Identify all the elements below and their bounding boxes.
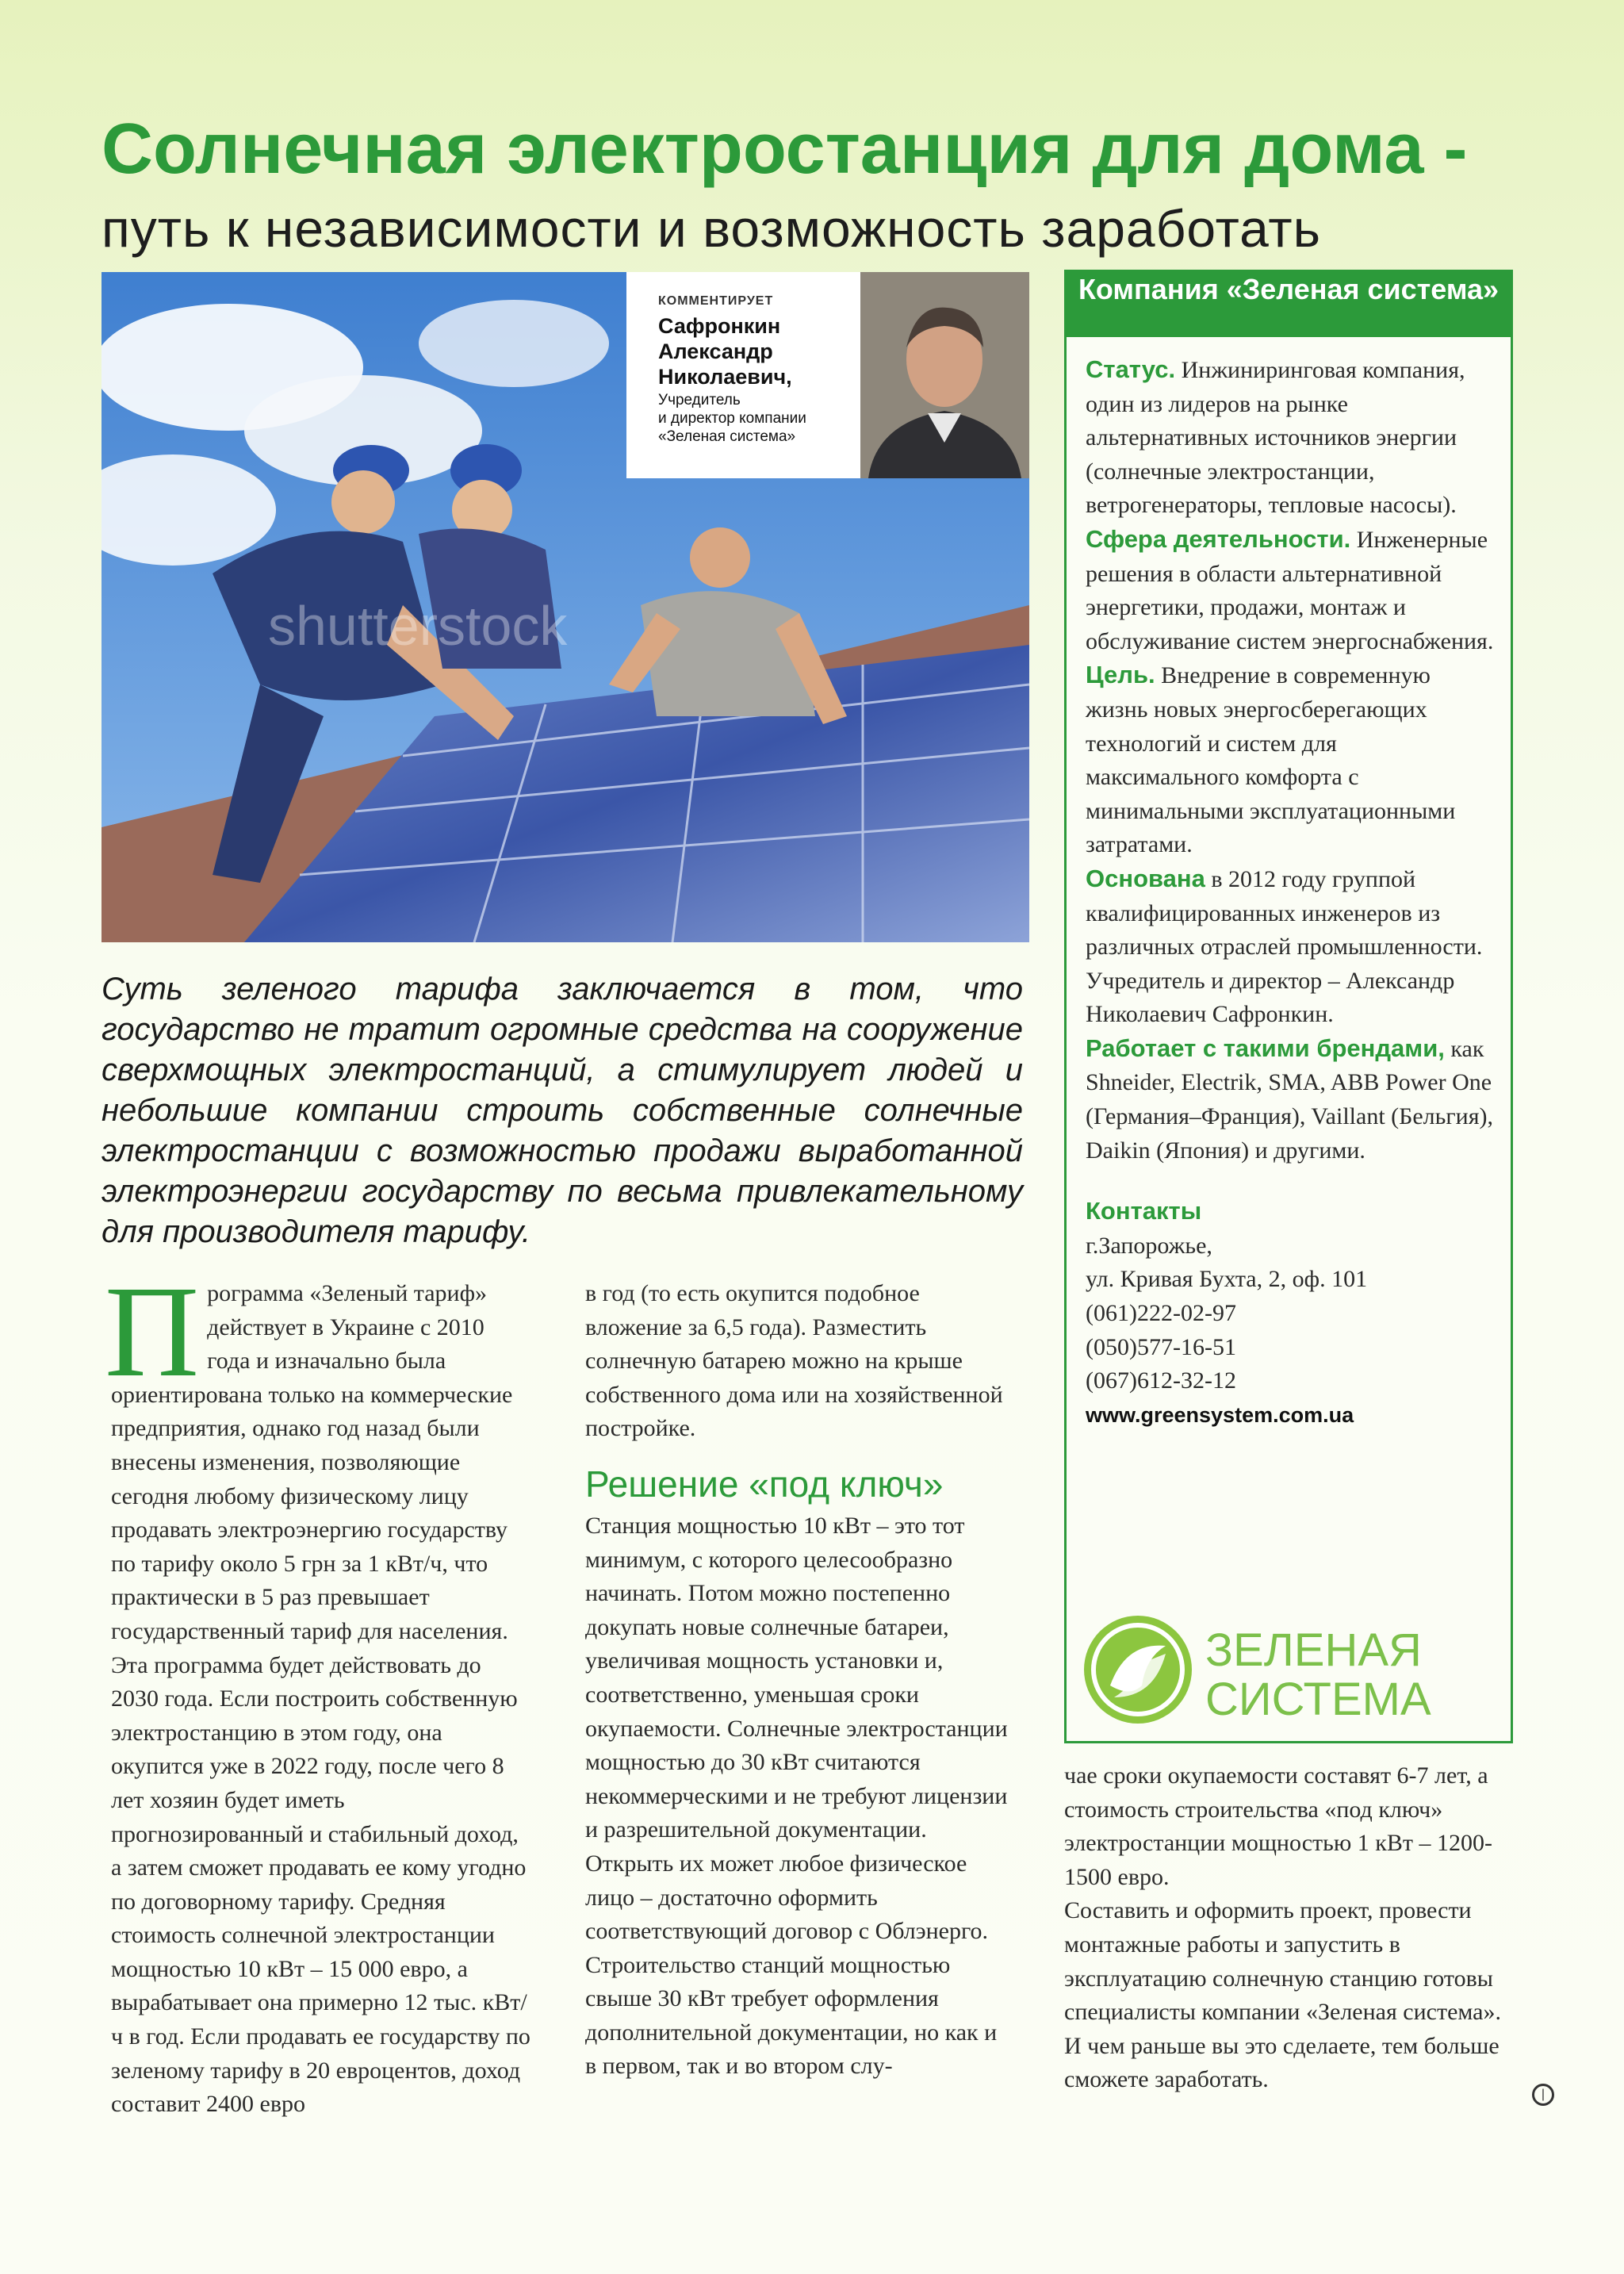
sidebar-sphere <box>1086 523 1494 658</box>
company-sidebar <box>1064 270 1513 1743</box>
contact-phone: (050)577-16-51 <box>1086 1333 1236 1360</box>
role-line: Учредитель <box>658 392 741 408</box>
commentator-name <box>658 313 792 389</box>
name-line: Александр <box>658 339 773 363</box>
contact-city: г.Запорожье, <box>1086 1232 1212 1259</box>
sidebar-brands <box>1086 1032 1494 1168</box>
contacts-heading <box>1086 1195 1494 1229</box>
sphere-text: Инженерные решения в области альтернативной энергетики, продажи, монтаж и обслуживание систем энергоснабжения. <box>1086 526 1494 654</box>
sidebar-heading: Компания «Зеленая система» <box>1067 272 1511 337</box>
article-paragraph: рограмма «Зеленый тариф» действует в Украине с 2010 года и изначально была ориентирована только на коммерческие предприятия, однако год назад были внесены изменения, позволяющие сегодня любому физическому лицу продавать электроэнергию государству по тарифу около 5 грн за 1 кВт/ч, что практически в 5 раз превышает государственный тариф для населения. Эта программа будет действовать до 2030 года. Если построить собственную электростанцию в этом году, она окупится уже в 2022 году, после чего 8 лет хозяин будет иметь прогнозированный и стабильный доход, а затем сможет продавать ее кому угодно по договорному тарифу. Средняя стоимость солнечной электростанции мощностью 10 кВт – 15 000 евро, а вырабатывает она примерно 12 тыс. кВт/ч в год. Если продавать ее государству по зеленому тарифу в 20 евроцентов, доход составит 2400 евро <box>111 1280 530 2118</box>
page-title: Солнечная электростанция для дома - <box>102 109 1468 189</box>
article-column-1 <box>105 1259 531 2122</box>
status-text: Инжиниринговая компания, один из лидеров на рынке альтернативных источников энергии (солнечные электростанции, ветрогенераторы, тепловые насосы). <box>1086 357 1465 519</box>
logo-text-line2: СИСТЕМА <box>1205 1674 1431 1725</box>
article-paragraph: чае сроки окупаемости составят 6-7 лет, а стоимость строительства «под ключ» электростанции мощностью 1 кВт – 1200-1500 евро. <box>1064 1762 1492 1890</box>
drop-cap: П <box>105 1259 200 1404</box>
role-line: и директор компании <box>658 410 806 427</box>
name-line: Сафронкин <box>658 314 781 338</box>
article-paragraph: Составить и оформить проект, провести монтажные работы и запустить в эксплуатацию солнечную станцию готовы специалисты компании «Зеленая система». И чем раньше вы это сделаете, тем больше сможете заработать. <box>1064 1897 1501 2093</box>
sidebar-founded <box>1086 862 1494 1032</box>
sidebar-goal <box>1086 658 1494 862</box>
commentator-caption <box>626 272 860 478</box>
brands-text: как Shneider, Electrik, SMA, ABB Power One (Германия–Франция), Vaillant (Бельгия), Daikin (Япония) и другими. <box>1086 1035 1493 1164</box>
status-label: Статус. <box>1086 355 1176 383</box>
founded-label: Основана <box>1086 864 1205 892</box>
goal-label: Цель. <box>1086 661 1155 689</box>
commentator-portrait <box>860 272 1029 478</box>
contacts-heading-text: Контакты <box>1086 1197 1202 1225</box>
contact-address: ул. Кривая Бухта, 2, оф. 101 <box>1086 1266 1368 1293</box>
article-column-3 <box>1064 1759 1512 2097</box>
role-line: «Зеленая система» <box>658 428 796 445</box>
article-paragraph: в год (то есть окупится подобное вложение за 6,5 года). Разместить солнечную батарею можно на крыше собственного дома или на хозяйственной постройке. <box>585 1280 1003 1442</box>
brands-label: Работает с такими брендами, <box>1086 1033 1445 1062</box>
sidebar-status <box>1086 353 1494 523</box>
logo-text-line1: ЗЕЛЕНАЯ <box>1205 1624 1422 1676</box>
contact-phone: (061)222-02-97 <box>1086 1300 1236 1327</box>
contact-phone: (067)612-32-12 <box>1086 1367 1236 1394</box>
article-paragraph: Станция мощностью 10 кВт – это тот минимум, с которого целесообразно начинать. Потом можно постепенно докупать новые солнечные батареи, увеличивая мощность установки и, соответственно, уменьшая сроки окупаемости. Солнечные электростанции мощностью до 30 кВт считаются некоммерческими и не требуют лицензии и разрешительной документации. Открыть их может любое физическое лицо – достаточно оформить соответствующий договор с Облэнерго. Строительство станций мощностью свыше 30 кВт требует оформления дополнительной документации, но как и в первом, так и во втором слу- <box>585 1512 1008 2080</box>
website-link[interactable]: www.greensystem.com.ua <box>1086 1402 1354 1427</box>
name-line: Николаевич, <box>658 365 792 389</box>
caption-label: КОММЕНТИРУЕТ <box>658 294 774 308</box>
article-column-2 <box>585 1277 1013 2084</box>
goal-text: Внедрение в современную жизнь новых энергосберегающих технологий и систем для максимального комфорта с минимальными эксплуатационными затратами. <box>1086 662 1456 858</box>
founded-text: в 2012 году группой квалифицированных инженеров из различных отраслей промышленности. Учредитель и директор – Александр Николаевич Сафронкин. <box>1086 865 1483 1028</box>
page-marker-icon: | <box>1532 2084 1554 2106</box>
sphere-label: Сфера деятельности. <box>1086 524 1351 553</box>
watermark-text: shutterstock <box>268 595 568 657</box>
lead-paragraph: Суть зеленого тарифа заключается в том, что государство не тратит огромные средства на сооружение сверхмощных электростанций, а стимулирует людей и небольшие компании строить собственные солнечные электростанции с возможностью продажи выработанной электроэнергии государству по весьма привлекательному для производителя тарифу. <box>102 972 1023 1249</box>
page-subtitle: путь к независимости и возможность заработать <box>102 199 1322 258</box>
section-subheading: Решение «под ключ» <box>585 1463 944 1505</box>
company-logo <box>1078 1610 1507 1729</box>
sidebar-body <box>1086 353 1494 1432</box>
commentator-role <box>658 391 806 446</box>
logo-graphic <box>1078 1610 1507 1729</box>
